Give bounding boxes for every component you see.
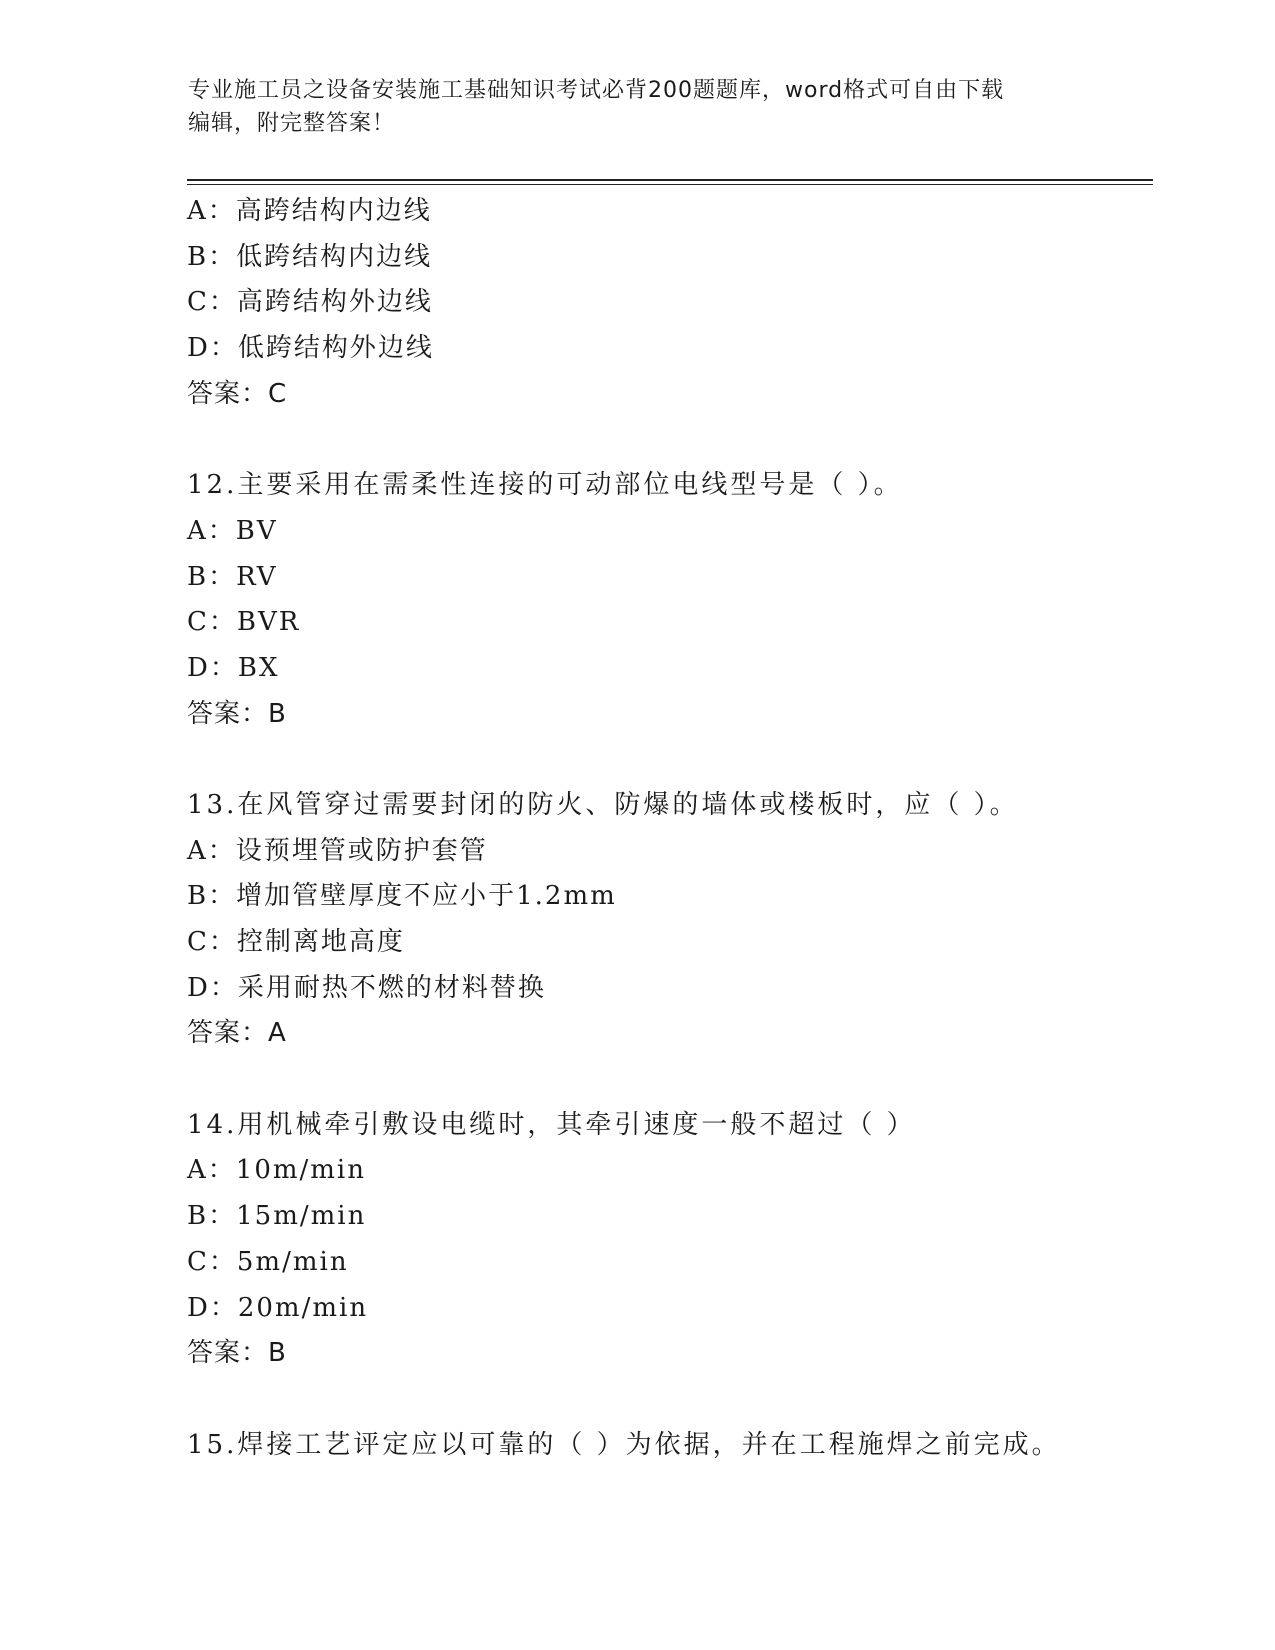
option-c: C：高跨结构外边线 bbox=[187, 287, 433, 318]
header-title-line-2: 编辑，附完整答案！ bbox=[188, 111, 396, 136]
answer-line: 答案：C bbox=[187, 378, 288, 409]
option-d: D：低跨结构外边线 bbox=[187, 333, 434, 364]
question-12-block bbox=[187, 463, 1153, 737]
question-15-block bbox=[187, 1423, 1153, 1469]
answer-line: 答案：B bbox=[187, 698, 287, 729]
answer-line: 答案：A bbox=[187, 1018, 287, 1049]
question-text: 15.焊接工艺评定应以可靠的（ ）为依据，并在工程施焊之前完成。 bbox=[187, 1429, 1061, 1460]
option-d: D：采用耐热不燃的材料替换 bbox=[187, 972, 546, 1003]
option-b: B：增加管壁厚度不应小于1.2mm bbox=[187, 881, 617, 912]
option-b: B：RV bbox=[187, 561, 278, 592]
document-body bbox=[187, 189, 1153, 1468]
option-a: A：BV bbox=[187, 515, 278, 546]
answer-line: 答案：B bbox=[187, 1338, 287, 1369]
option-b: B：低跨结构内边线 bbox=[187, 241, 433, 272]
option-a: A：设预埋管或防护套管 bbox=[187, 835, 488, 866]
spacer bbox=[187, 737, 1153, 783]
option-d: D：20m/min bbox=[187, 1292, 369, 1323]
question-11-block bbox=[187, 189, 1153, 417]
option-a: A：高跨结构内边线 bbox=[187, 196, 432, 226]
option-a: A：10m/min bbox=[187, 1155, 366, 1186]
option-d: D：BX bbox=[187, 652, 280, 683]
question-text: 14.用机械牵引敷设电缆时，其牵引速度一般不超过（ ） bbox=[187, 1109, 916, 1140]
question-text: 13.在风管穿过需要封闭的防火、防爆的墙体或楼板时，应（ ）。 bbox=[187, 789, 1019, 820]
option-b: B：15m/min bbox=[187, 1201, 367, 1232]
question-text: 12.主要采用在需柔性连接的可动部位电线型号是（ ）。 bbox=[187, 470, 903, 501]
document-header bbox=[188, 74, 1068, 140]
header-divider-thick bbox=[187, 179, 1153, 181]
header-title-line-1: 专业施工员之设备安装施工基础知识考试必背200题题库，word格式可自由下载 bbox=[188, 78, 1005, 103]
question-14-block bbox=[187, 1103, 1153, 1377]
spacer bbox=[187, 417, 1153, 463]
option-c: C：5m/min bbox=[187, 1246, 349, 1277]
spacer bbox=[187, 1057, 1153, 1103]
spacer bbox=[187, 1377, 1153, 1423]
header-divider-thin bbox=[187, 184, 1153, 185]
question-13-block bbox=[187, 783, 1153, 1057]
option-c: C：控制离地高度 bbox=[187, 927, 405, 957]
option-c: C：BVR bbox=[187, 607, 301, 638]
